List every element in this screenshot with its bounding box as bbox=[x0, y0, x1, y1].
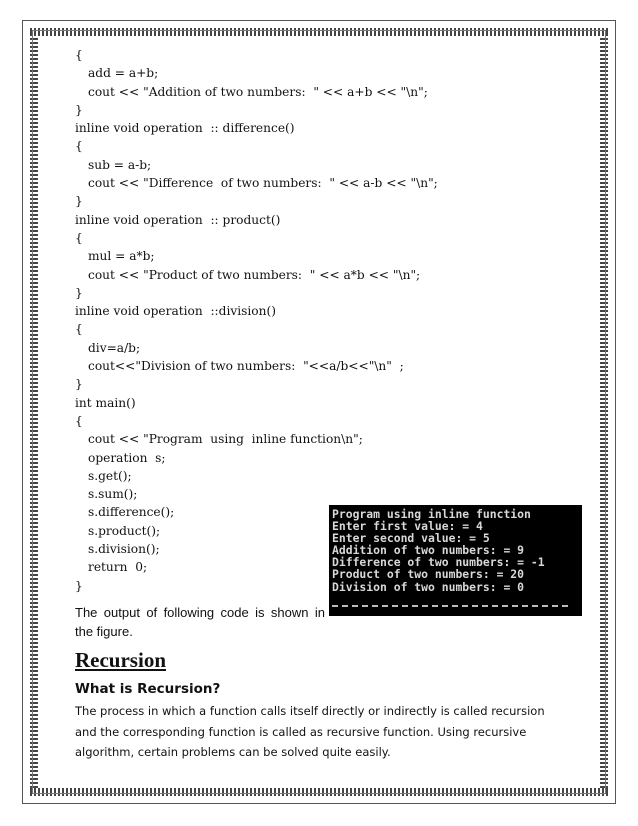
code-line: { bbox=[75, 413, 83, 428]
code-line: s.product(); bbox=[88, 523, 161, 538]
console-line: Addition of two numbers: = 9 bbox=[332, 543, 525, 558]
code-line: s.division(); bbox=[88, 542, 160, 557]
code-line: operation s; bbox=[88, 450, 166, 465]
console-line: Enter second value: = 5 bbox=[332, 531, 490, 546]
code-line: } bbox=[75, 102, 83, 117]
code-line: cout << "Program using inline function\n"; bbox=[88, 432, 363, 447]
subsection-heading: What is Recursion? bbox=[75, 681, 221, 697]
figure-caption: The output of following code is shown in the figure. bbox=[75, 605, 325, 639]
code-line: mul = a*b; bbox=[88, 249, 155, 264]
code-line: inline void operation ::division() bbox=[75, 304, 276, 319]
console-line: Division of two numbers: = 0 bbox=[332, 579, 525, 594]
console-line: Enter first value: = 4 bbox=[332, 519, 483, 534]
code-line: } bbox=[75, 285, 83, 300]
console-line: Difference of two numbers: = -1 bbox=[332, 555, 545, 570]
code-line: cout << "Addition of two numbers: " << a+b << "\n"; bbox=[88, 84, 428, 99]
body-paragraph: The process in which a function calls itself directly or indirectly is called recursion and the corresponding function is called as recursive function. Using recursive algorithm, certain problems can be solved quite easily. bbox=[75, 704, 545, 759]
code-line: } bbox=[75, 578, 83, 593]
code-line: s.difference(); bbox=[88, 505, 175, 520]
code-line: div=a/b; bbox=[88, 340, 141, 355]
code-line: sub = a-b; bbox=[88, 157, 152, 172]
code-line: s.sum(); bbox=[88, 487, 138, 502]
code-line: return 0; bbox=[88, 560, 148, 575]
code-line: cout << "Product of two numbers: " << a*b << "\n"; bbox=[88, 267, 421, 282]
code-line: { bbox=[75, 322, 83, 337]
code-line: int main() bbox=[75, 395, 136, 410]
code-line: cout<<"Division of two numbers: "<<a/b<<"\n" ; bbox=[88, 359, 404, 374]
console-output-screenshot bbox=[329, 505, 582, 616]
console-line: Program using inline function bbox=[332, 507, 531, 521]
code-line: s.get(); bbox=[88, 468, 132, 483]
code-line: cout << "Difference of two numbers: " << a-b << "\n"; bbox=[88, 176, 438, 191]
code-line: { bbox=[75, 230, 83, 245]
code-line: } bbox=[75, 377, 83, 392]
code-line: add = a+b; bbox=[88, 66, 159, 81]
section-heading: Recursion bbox=[75, 648, 166, 672]
code-line: inline void operation :: product() bbox=[75, 212, 281, 227]
code-line: } bbox=[75, 194, 83, 209]
code-line: inline void operation :: difference() bbox=[75, 121, 295, 136]
code-line: { bbox=[75, 139, 83, 154]
console-line: Product of two numbers: = 20 bbox=[332, 567, 525, 582]
code-line: { bbox=[75, 48, 83, 62]
console-dashed-line bbox=[332, 605, 568, 607]
